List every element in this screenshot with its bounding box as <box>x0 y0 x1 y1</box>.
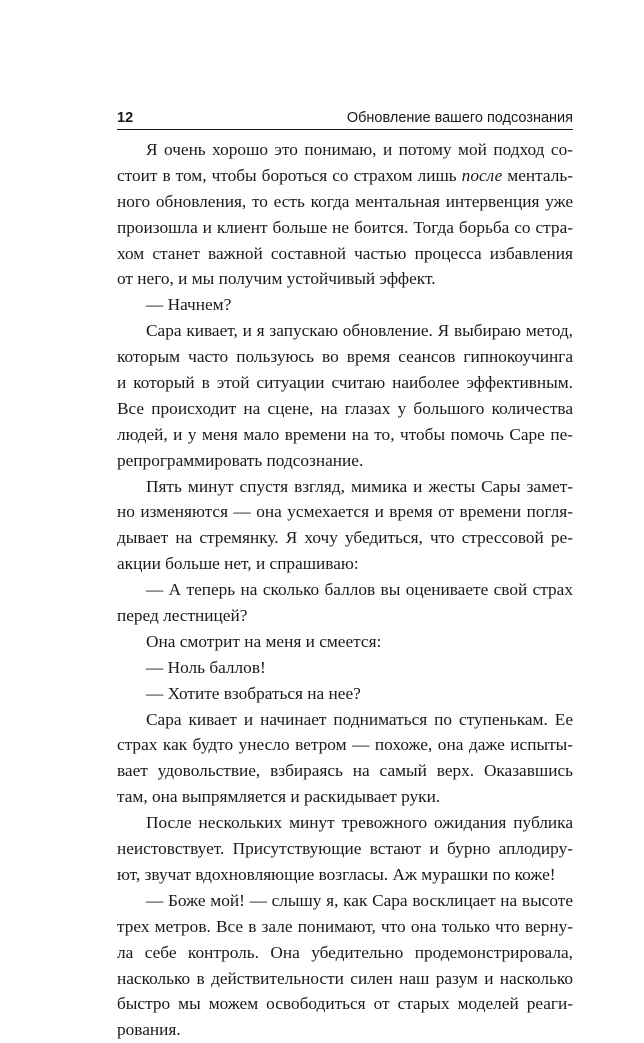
text-line: и который в этой ситуации считаю наиболее эффективным. <box>117 373 573 393</box>
text-line: рования. <box>117 1020 181 1040</box>
text-line: неистовствует. Присутствующие встают и бурно аплодиру- <box>117 839 573 859</box>
header-rule <box>117 129 573 130</box>
text-line: страх как будто унесло ветром — похоже, она даже испыты- <box>117 735 573 755</box>
text-line: Все происходит на сцене, на глазах у большого количества <box>117 398 573 418</box>
running-head-title: Обновление вашего подсознания <box>346 110 573 126</box>
text-line: перед лестницей? <box>117 606 248 626</box>
text-line: произошла и клиент больше не боится. Тогда борьба со стра- <box>117 217 573 237</box>
text-line: репрограммировать подсознание. <box>117 450 364 470</box>
text-line: но изменяются — она усмехается и время от времени погля- <box>117 502 573 522</box>
text-line: — Начнем? <box>146 295 232 315</box>
text-line: ют, звучат вдохновляющие возгласы. Аж мурашки по коже! <box>117 864 556 884</box>
text-line: дывает на стремянку. Я хочу убедиться, что стрессовой ре- <box>117 528 573 548</box>
text-line: ла себе контроль. Она убедительно продемонстрировала, <box>117 942 573 962</box>
text-line: Сара кивает и начинает подниматься по ступенькам. Ее <box>146 709 573 729</box>
text-line: — Хотите взобраться на нее? <box>146 683 361 703</box>
text-line-segment: менталь- <box>502 165 573 185</box>
text-line: хом станет важной составной частью процесса избавления <box>117 243 573 263</box>
text-line: от него, и мы получим устойчивый эффект. <box>117 269 436 289</box>
text-line: насколько в действительности силен наш разум и насколько <box>117 968 573 988</box>
text-line: там, она выпрямляется и раскидывает руки. <box>117 787 441 807</box>
text-line: быстро мы можем освободиться от старых моделей реаги- <box>117 994 573 1014</box>
text-line: вает удовольствие, взбираясь на самый верх. Оказавшись <box>117 761 573 781</box>
text-line-segment: стоит в том, чтобы бороться со страхом лишь <box>117 165 462 185</box>
text-line: ного обновления, то есть когда ментальная интервенция уже <box>117 191 573 211</box>
text-line: Сара кивает, и я запускаю обновление. Я выбираю метод, <box>146 321 573 341</box>
text-line <box>117 163 573 189</box>
text-line: — Ноль баллов! <box>146 657 266 677</box>
text-line: — А теперь на сколько баллов вы оцениваете свой страх <box>146 580 573 600</box>
text-line: трех метров. Все в зале понимают, что она только что верну- <box>117 916 573 936</box>
text-line: Пять минут спустя взгляд, мимика и жесты Сары замет- <box>146 476 573 496</box>
text-line: — Боже мой! — слышу я, как Сара восклицает на высоте <box>146 890 573 910</box>
body-text <box>117 137 573 1043</box>
running-head <box>117 108 573 128</box>
text-line: акции больше нет, и спрашиваю: <box>117 554 359 574</box>
emphasized-word: после <box>461 165 503 185</box>
page-number: 12 <box>117 110 134 126</box>
text-line: Я очень хорошо это понимаю, и потому мой подход со- <box>146 140 573 159</box>
text-line: Она смотрит на меня и смеется: <box>146 631 382 651</box>
text-line: которым часто пользуюсь во время сеансов гипнокоучинга <box>117 347 573 367</box>
text-line: После нескольких минут тревожного ожидания публика <box>146 813 573 833</box>
text-line: людей, и у меня мало времени на то, чтобы помочь Саре пе- <box>117 424 573 444</box>
